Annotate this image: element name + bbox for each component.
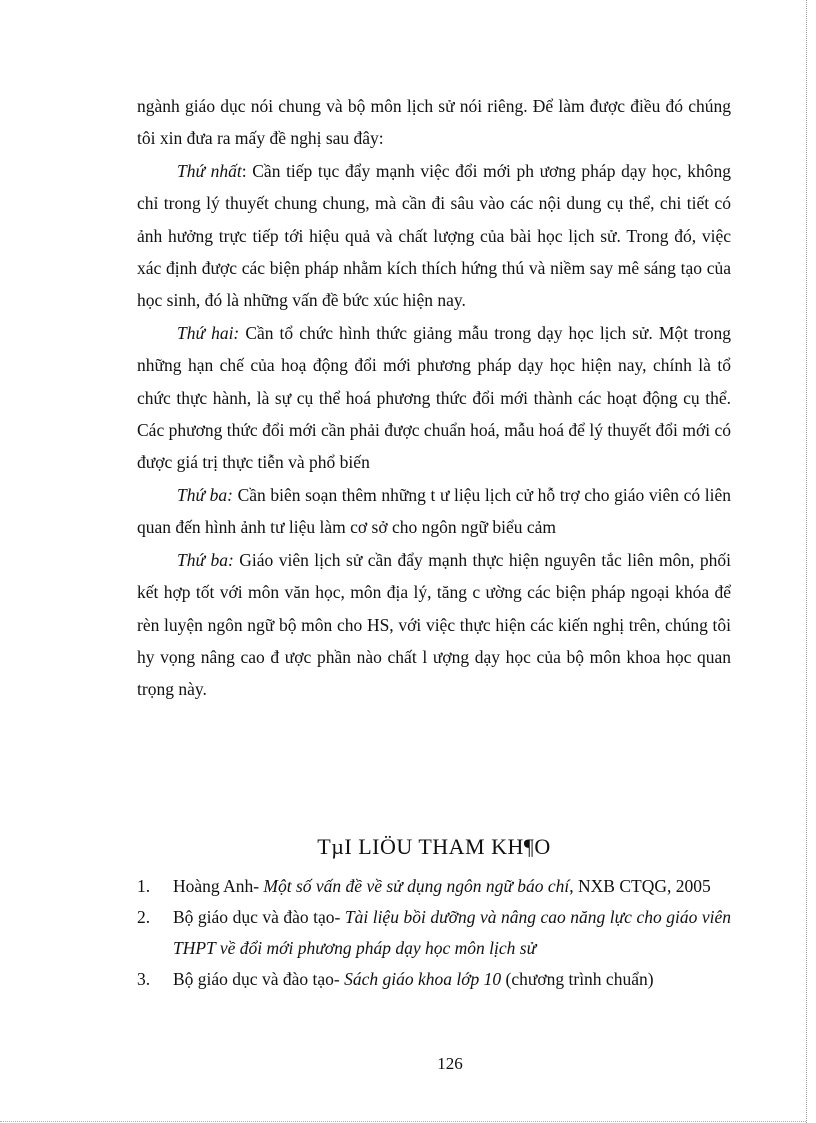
body-text xyxy=(137,90,731,706)
paragraph-label: Thứ ba: xyxy=(177,549,234,570)
reference-item xyxy=(137,871,731,902)
paragraph-fourth: Thứ ba: Giáo viên lịch sử cần đẩy mạnh thực hiện nguyên tắc liên môn, phối kết hợp tốt với môn văn học, môn địa lý, tăng c ường các biện pháp ngoại khóa để rèn luyện ngôn ngữ bộ môn cho HS, với việc thực hiện các kiến nghị trên, chúng tôi hy vọng nâng cao đ ược phần nào chất l ượng dạy học của bộ môn khoa học quan trọng này. xyxy=(137,549,731,700)
page-border-right xyxy=(806,0,807,1123)
reference-text: Bộ giáo dục và đào tạo- Sách giáo khoa lớp 10 (chương trình chuẩn) xyxy=(173,969,654,989)
reference-number: 3. xyxy=(137,969,151,989)
reference-number: 1. xyxy=(137,876,151,896)
paragraph-second: Thứ hai: Cần tổ chức hình thức giảng mẫu trong dạy học lịch sử. Một trong những hạn chế của hoạ động đổi mới phương pháp dạy học hiện nay, chính là tổ chức thực hành, là sự cụ thể hoá phương thức đổi mới thành các hoạt động cụ thể. Các phương thức đổi mới cần phải được chuẩn hoá, mẫu hoá để lý thuyết đổi mới có được giá trị thực tiễn và phổ biến xyxy=(137,322,731,473)
page-number: 126 xyxy=(437,1054,463,1073)
reference-item xyxy=(137,964,731,995)
reference-text: Hoàng Anh- Một số vấn đề về sử dụng ngôn ngữ báo chí, NXB CTQG, 2005 xyxy=(173,876,711,896)
references-heading: TµI LIÖU THAM KH¶O xyxy=(317,834,551,859)
paragraph-label: Thứ nhất xyxy=(177,160,242,181)
paragraph-label: Thứ hai: xyxy=(177,322,240,343)
paragraph-first: Thứ nhất: Cần tiếp tục đẩy mạnh việc đổi mới ph ương pháp dạy học, không chỉ trong lý thuyết chung chung, mà cần đi sâu vào các nội dung cụ thể, chi tiết có ảnh hưởng trực tiếp tới hiệu quả và chất lượng của bài học lịch sử. Trong đó, việc xác định được các biện pháp nhằm kích thích hứng thú và niềm say mê sáng tạo của học sinh, đó là những vấn đề bức xúc hiện nay. xyxy=(137,160,731,311)
references-list xyxy=(137,871,731,995)
paragraph-label: Thứ ba: xyxy=(177,484,233,505)
paragraph-third: Thứ ba: Cần biên soạn thêm những t ư liệu lịch cử hỗ trợ cho giáo viên có liên quan đến hình ảnh tư liệu làm cơ sở cho ngôn ngữ biểu cảm xyxy=(137,484,731,538)
reference-number: 2. xyxy=(137,907,151,927)
paragraph-intro: ngành giáo dục nói chung và bộ môn lịch sử nói riêng. Để làm được điều đó chúng tôi xin đưa ra mấy đề nghị sau đây: xyxy=(137,96,731,149)
page-border-bottom xyxy=(0,1121,806,1122)
reference-item xyxy=(137,902,731,964)
reference-text: Bộ giáo dục và đào tạo- Tài liệu bồi dưỡng và nâng cao năng lực cho giáo viên THPT về đổi mới phương pháp dạy học môn lịch sử xyxy=(173,907,731,958)
